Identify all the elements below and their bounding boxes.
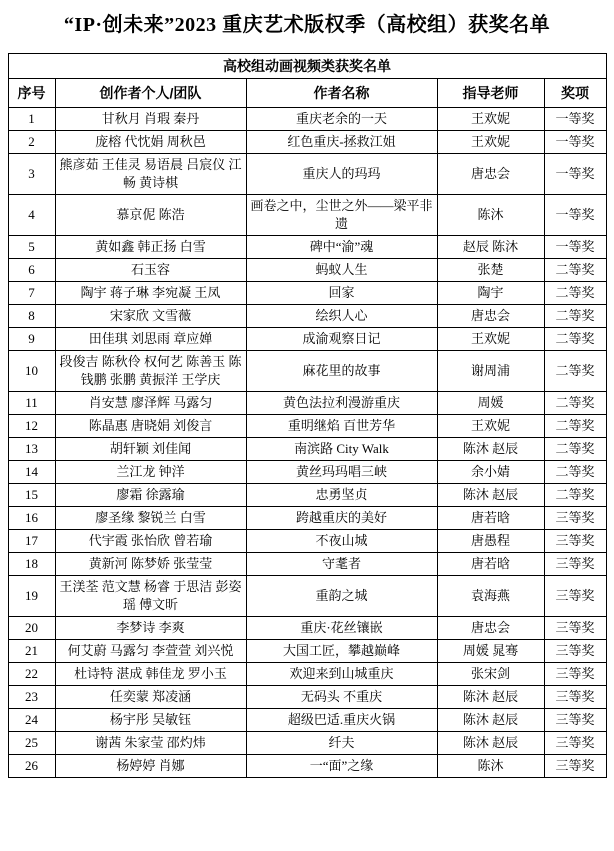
cell-work: 重庆·花丝镶嵌 [246, 617, 437, 640]
cell-no: 24 [8, 709, 55, 732]
cell-award: 三等奖 [544, 507, 606, 530]
table-row [8, 530, 606, 553]
cell-work: 碑中“渝”魂 [246, 236, 437, 259]
cell-no: 16 [8, 507, 55, 530]
table-row [8, 131, 606, 154]
cell-work: 不夜山城 [246, 530, 437, 553]
cell-award: 三等奖 [544, 553, 606, 576]
cell-team: 石玉容 [55, 259, 246, 282]
cell-no: 22 [8, 663, 55, 686]
table-row [8, 328, 606, 351]
cell-advisor: 余小婧 [437, 461, 544, 484]
table-row [8, 461, 606, 484]
cell-work: 跨越重庆的美好 [246, 507, 437, 530]
cell-advisor: 陶宇 [437, 282, 544, 305]
cell-award: 一等奖 [544, 154, 606, 195]
cell-advisor: 张宋剑 [437, 663, 544, 686]
cell-team: 肖安慧 廖泽辉 马露匀 [55, 392, 246, 415]
table-row [8, 195, 606, 236]
cell-team: 陶宇 蒋子琳 李宛凝 王凤 [55, 282, 246, 305]
cell-team: 黄新河 陈梦娇 张莹莹 [55, 553, 246, 576]
table-row [8, 351, 606, 392]
cell-team: 黄如鑫 韩正扬 白雪 [55, 236, 246, 259]
table-row [8, 438, 606, 461]
cell-advisor: 陈沐 [437, 755, 544, 778]
table-row [8, 663, 606, 686]
table-row [8, 576, 606, 617]
column-header-advisor: 指导老师 [437, 79, 544, 108]
column-header-work: 作者名称 [246, 79, 437, 108]
cell-work: 无码头 不重庆 [246, 686, 437, 709]
cell-advisor: 周媛 [437, 392, 544, 415]
cell-award: 二等奖 [544, 282, 606, 305]
table-caption-row [8, 54, 606, 79]
table-row [8, 617, 606, 640]
column-header-team: 创作者个人/团队 [55, 79, 246, 108]
cell-team: 慕京伲 陈浩 [55, 195, 246, 236]
cell-work: 大国工匠，攀越巅峰 [246, 640, 437, 663]
cell-award: 一等奖 [544, 236, 606, 259]
cell-advisor: 唐若晗 [437, 553, 544, 576]
table-row [8, 305, 606, 328]
cell-no: 19 [8, 576, 55, 617]
cell-work: 一“面”之缘 [246, 755, 437, 778]
cell-award: 三等奖 [544, 576, 606, 617]
cell-advisor: 王欢妮 [437, 415, 544, 438]
cell-work: 回家 [246, 282, 437, 305]
cell-advisor: 陈沐 赵辰 [437, 686, 544, 709]
cell-advisor: 王欢妮 [437, 328, 544, 351]
cell-award: 三等奖 [544, 617, 606, 640]
cell-no: 5 [8, 236, 55, 259]
awards-table [8, 53, 607, 778]
cell-advisor: 陈沐 [437, 195, 544, 236]
table-row [8, 732, 606, 755]
cell-advisor: 张楚 [437, 259, 544, 282]
cell-no: 18 [8, 553, 55, 576]
column-header-row [8, 79, 606, 108]
table-row [8, 709, 606, 732]
cell-no: 2 [8, 131, 55, 154]
cell-advisor: 陈沐 赵辰 [437, 438, 544, 461]
cell-no: 12 [8, 415, 55, 438]
cell-no: 20 [8, 617, 55, 640]
cell-no: 11 [8, 392, 55, 415]
table-row [8, 236, 606, 259]
table-row [8, 154, 606, 195]
cell-no: 25 [8, 732, 55, 755]
cell-award: 三等奖 [544, 686, 606, 709]
cell-team: 庞榕 代忱娟 周秋邑 [55, 131, 246, 154]
cell-work: 麻花里的故事 [246, 351, 437, 392]
cell-team: 杨婷婷 肖娜 [55, 755, 246, 778]
cell-team: 谢茜 朱家莹 邵灼炜 [55, 732, 246, 755]
cell-award: 二等奖 [544, 415, 606, 438]
cell-work: 重韵之城 [246, 576, 437, 617]
cell-advisor: 唐忠会 [437, 154, 544, 195]
cell-advisor: 唐忠会 [437, 305, 544, 328]
table-row [8, 553, 606, 576]
cell-award: 二等奖 [544, 328, 606, 351]
cell-work: 重庆老余的一天 [246, 108, 437, 131]
cell-no: 6 [8, 259, 55, 282]
cell-award: 一等奖 [544, 195, 606, 236]
cell-team: 廖霜 徐露瑜 [55, 484, 246, 507]
cell-team: 何艾蔚 马露匀 李萱萱 刘兴悦 [55, 640, 246, 663]
cell-work: 绘织人心 [246, 305, 437, 328]
cell-advisor: 唐愚程 [437, 530, 544, 553]
cell-award: 三等奖 [544, 663, 606, 686]
cell-work: 重明继焰 百世芳华 [246, 415, 437, 438]
table-row [8, 108, 606, 131]
cell-advisor: 袁海燕 [437, 576, 544, 617]
table-row [8, 282, 606, 305]
cell-award: 一等奖 [544, 131, 606, 154]
cell-work: 超级巴适.重庆火锅 [246, 709, 437, 732]
cell-advisor: 陈沐 赵辰 [437, 484, 544, 507]
table-row [8, 392, 606, 415]
page-title: “IP·创未来”2023 重庆艺术版权季（高校组）获奖名单 [63, 14, 551, 36]
cell-award: 三等奖 [544, 732, 606, 755]
table-row [8, 415, 606, 438]
cell-team: 杨宇彤 吴敏钰 [55, 709, 246, 732]
cell-award: 二等奖 [544, 438, 606, 461]
cell-advisor: 唐若晗 [437, 507, 544, 530]
cell-award: 二等奖 [544, 484, 606, 507]
cell-team: 胡轩颖 刘佳闻 [55, 438, 246, 461]
cell-no: 4 [8, 195, 55, 236]
cell-work: 蚂蚁人生 [246, 259, 437, 282]
column-header-award: 奖项 [544, 79, 606, 108]
cell-award: 三等奖 [544, 640, 606, 663]
cell-advisor: 陈沐 赵辰 [437, 709, 544, 732]
cell-work: 黄色法拉利漫游重庆 [246, 392, 437, 415]
cell-team: 熊彦茹 王佳灵 易语晨 吕宸仪 江畅 黄诗棋 [55, 154, 246, 195]
cell-team: 段俊吉 陈秋伶 权何艺 陈善玉 陈钱鹏 张鹏 黄振洋 王学庆 [55, 351, 246, 392]
cell-no: 9 [8, 328, 55, 351]
cell-no: 23 [8, 686, 55, 709]
cell-team: 陈晶惠 唐晓娟 刘俊言 [55, 415, 246, 438]
table-caption: 高校组动画视频类获奖名单 [8, 54, 606, 79]
cell-no: 8 [8, 305, 55, 328]
table-row [8, 259, 606, 282]
cell-no: 10 [8, 351, 55, 392]
cell-advisor: 赵辰 陈沐 [437, 236, 544, 259]
cell-work: 画卷之中，尘世之外——梁平非遗 [246, 195, 437, 236]
cell-advisor: 谢周浦 [437, 351, 544, 392]
cell-no: 7 [8, 282, 55, 305]
table-row [8, 507, 606, 530]
cell-award: 三等奖 [544, 709, 606, 732]
cell-work: 欢迎来到山城重庆 [246, 663, 437, 686]
cell-work: 成渝观察日记 [246, 328, 437, 351]
table-row [8, 686, 606, 709]
cell-award: 一等奖 [544, 108, 606, 131]
cell-award: 二等奖 [544, 259, 606, 282]
cell-advisor: 王欢妮 [437, 131, 544, 154]
table-row [8, 755, 606, 778]
cell-no: 3 [8, 154, 55, 195]
column-header-no: 序号 [8, 79, 55, 108]
cell-no: 15 [8, 484, 55, 507]
cell-team: 廖圣缘 黎锐兰 白雪 [55, 507, 246, 530]
cell-no: 21 [8, 640, 55, 663]
cell-award: 三等奖 [544, 755, 606, 778]
cell-work: 南滨路 City Walk [246, 438, 437, 461]
cell-no: 13 [8, 438, 55, 461]
cell-no: 17 [8, 530, 55, 553]
cell-award: 二等奖 [544, 351, 606, 392]
cell-no: 26 [8, 755, 55, 778]
cell-team: 甘秋月 肖瑕 秦丹 [55, 108, 246, 131]
cell-award: 三等奖 [544, 530, 606, 553]
cell-award: 二等奖 [544, 305, 606, 328]
cell-no: 1 [8, 108, 55, 131]
cell-work: 黄丝玛玛唱三峡 [246, 461, 437, 484]
cell-team: 宋家欣 文雪薇 [55, 305, 246, 328]
table-row [8, 640, 606, 663]
cell-team: 王渼荃 范文慧 杨睿 于思洁 彭姿瑶 傅文昕 [55, 576, 246, 617]
cell-advisor: 陈沐 赵辰 [437, 732, 544, 755]
cell-no: 14 [8, 461, 55, 484]
cell-award: 二等奖 [544, 392, 606, 415]
cell-team: 兰江龙 钟洋 [55, 461, 246, 484]
cell-team: 田佳琪 刘思雨 章应婵 [55, 328, 246, 351]
cell-work: 守耄者 [246, 553, 437, 576]
cell-work: 重庆人的玛玛 [246, 154, 437, 195]
cell-team: 任奕蒙 郑凌涵 [55, 686, 246, 709]
cell-team: 代宇霞 张怡欣 曾若瑜 [55, 530, 246, 553]
cell-team: 李梦诗 李爽 [55, 617, 246, 640]
cell-work: 纤夫 [246, 732, 437, 755]
cell-team: 杜诗特 湛成 韩佳龙 罗小玉 [55, 663, 246, 686]
cell-advisor: 周媛 晁骞 [437, 640, 544, 663]
table-body [8, 108, 606, 778]
table-row [8, 484, 606, 507]
cell-advisor: 唐忠会 [437, 617, 544, 640]
cell-work: 红色重庆-拯救江姐 [246, 131, 437, 154]
cell-award: 二等奖 [544, 461, 606, 484]
cell-work: 忠勇坚贞 [246, 484, 437, 507]
cell-advisor: 王欢妮 [437, 108, 544, 131]
